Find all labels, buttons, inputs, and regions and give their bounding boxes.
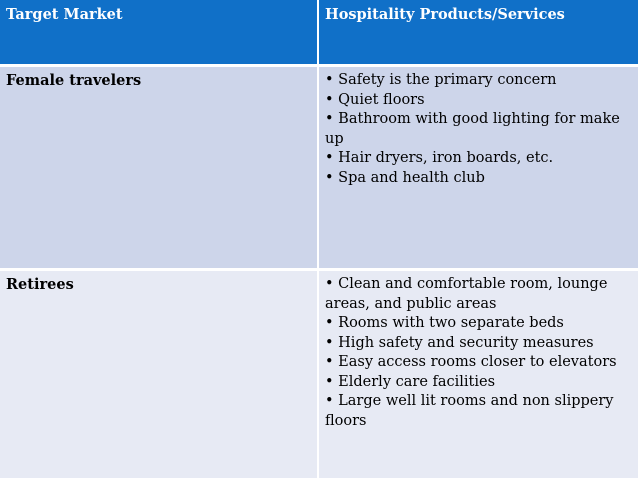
list-item: • Rooms with two separate beds [325, 315, 564, 331]
list-item: • Quiet floors [325, 91, 425, 108]
services-list [325, 71, 632, 188]
market-female-travelers: Female travelers [0, 67, 317, 268]
list-item: • Large well lit rooms and non slippery floors [325, 393, 614, 429]
header-hospitality-services: Hospitality Products/Services [319, 0, 638, 64]
list-item: • Elderly care facilities [325, 373, 496, 390]
list-item: • High safety and security measures [325, 334, 594, 351]
list-item: • Spa and health club [325, 169, 485, 186]
list-item: • Clean and comfortable room, lounge areas, and public areas [325, 276, 608, 312]
services-female-travelers [319, 67, 638, 268]
list-item: • Hair dryers, iron boards, etc. [325, 150, 554, 166]
list-item: • Safety is the primary concern [325, 72, 557, 88]
market-retirees: Retirees [0, 271, 317, 478]
list-item: • Bathroom with good lighting for make up [325, 111, 620, 147]
header-target-market: Target Market [0, 0, 317, 64]
list-item: • Easy access rooms closer to elevators [325, 354, 617, 370]
services-list [325, 275, 632, 431]
services-retirees [319, 271, 638, 478]
